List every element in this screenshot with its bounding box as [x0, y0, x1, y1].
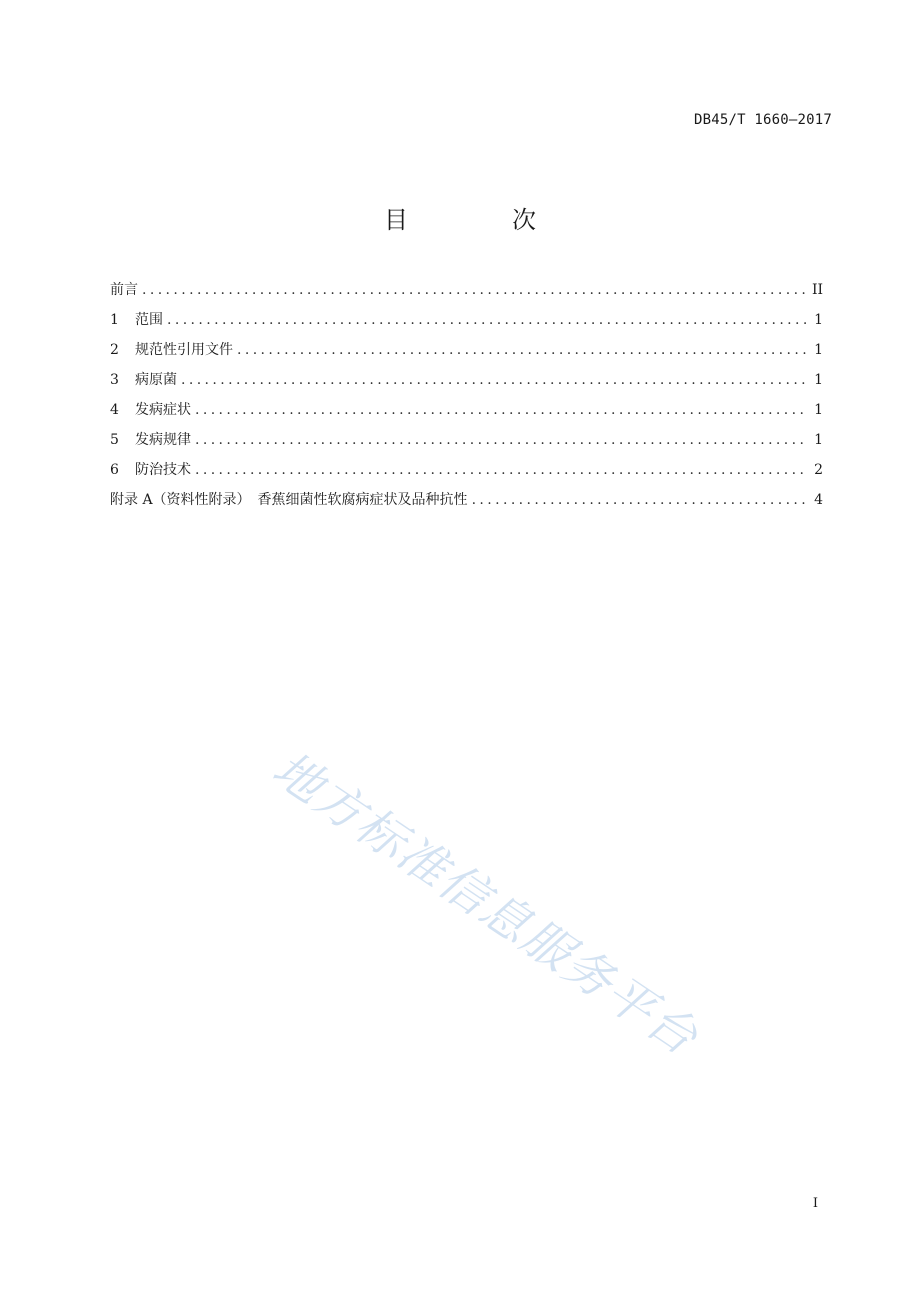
- toc-entry-page: 1: [814, 342, 823, 358]
- toc-leader-dots: [195, 462, 807, 478]
- toc-entry-label: 病原菌: [135, 372, 177, 388]
- toc-entry-page: 1: [814, 312, 823, 328]
- toc-entry-page: 1: [814, 402, 823, 418]
- watermark: 地方标准信息服务平台: [262, 740, 709, 1067]
- toc-entry-number: 3: [110, 372, 119, 388]
- toc-entry-foreword[interactable]: [110, 279, 823, 309]
- toc-entry-page: 1: [814, 432, 823, 448]
- toc-entry-label: 规范性引用文件: [135, 342, 233, 358]
- toc-entry-occurrence-pattern[interactable]: [110, 429, 823, 459]
- toc-leader-dots: [472, 492, 807, 508]
- toc-entry-page: 4: [814, 492, 823, 508]
- toc-entry-normative-references[interactable]: [110, 339, 823, 369]
- toc-leader-dots: [167, 312, 807, 328]
- toc-entry-label: 前言: [110, 282, 138, 298]
- toc-leader-dots: [195, 402, 807, 418]
- toc-entry-scope[interactable]: [110, 309, 823, 339]
- toc-entry-control-techniques[interactable]: [110, 459, 823, 489]
- toc-entry-number: 4: [110, 402, 119, 418]
- toc-leader-dots: [142, 282, 806, 298]
- toc-entry-pathogen[interactable]: [110, 369, 823, 399]
- toc-leader-dots: [195, 432, 807, 448]
- toc-entry-page: 2: [814, 462, 823, 478]
- toc-entry-number: 5: [110, 432, 119, 448]
- toc-entry-label: 发病症状: [135, 402, 191, 418]
- toc-entry-appendix-a[interactable]: [110, 489, 823, 519]
- toc-entry-page: II: [811, 282, 823, 298]
- toc-entry-number: 6: [110, 462, 119, 478]
- toc-entry-number: 2: [110, 342, 119, 358]
- page-title: 目 次: [384, 206, 576, 234]
- toc-entry-label: 发病规律: [135, 432, 191, 448]
- toc-leader-dots: [237, 342, 807, 358]
- toc-entry-label: 附录 A（资料性附录） 香蕉细菌性软腐病症状及品种抗性: [110, 492, 468, 508]
- document-code: DB45/T 1660—2017: [693, 112, 832, 128]
- toc-entry-symptoms[interactable]: [110, 399, 823, 429]
- toc-entry-label: 防治技术: [135, 462, 191, 478]
- toc-leader-dots: [181, 372, 807, 388]
- toc-entry-label: 范围: [135, 312, 163, 328]
- toc-entry-page: 1: [814, 372, 823, 388]
- table-of-contents: [110, 279, 823, 519]
- toc-entry-number: 1: [110, 312, 119, 328]
- page-number: I: [812, 1196, 818, 1211]
